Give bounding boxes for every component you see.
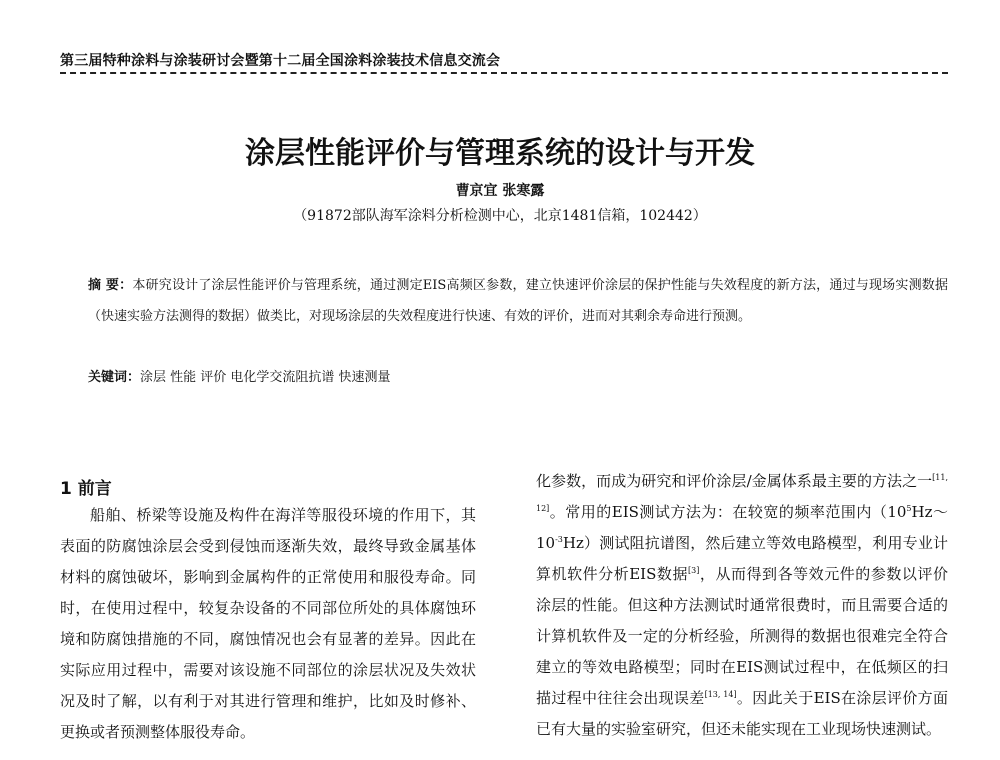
abstract bbox=[88, 270, 948, 332]
section-heading-introduction: 1 前言 bbox=[60, 479, 112, 499]
citation-ref: [13, 14] bbox=[704, 690, 737, 699]
right-text-5: ，从而得到各等效元件的参数以评价涂层的性能。但这种方法测试时通常很费时，而且需要合适的计算机软件及一定的分析经验，所测得的数据也很难完全符合建立的等效电路模型；同时在EIS测试过程中，在低频区的扫描过程中往往会出现误差 bbox=[536, 565, 948, 707]
abstract-label: 摘 要： bbox=[88, 278, 133, 293]
right-text-4: Hz）测试阻抗谱图，然后建立等效电路模型，利用专业计算机软件分析EIS数据 bbox=[536, 534, 948, 583]
abstract-text: 本研究设计了涂层性能评价与管理系统，通过测定EIS高频区参数，建立快速评价涂层的保护性能与失效程度的新方法，通过与现场实测数据（快速实验方法测得的数据）做类比，对现场涂层的失效程度进行快速、有效的评价，进而对其剩余寿命进行预测。 bbox=[88, 278, 948, 324]
running-header: 第三届特种涂料与涂装研讨会暨第十二届全国涂料涂装技术信息交流会 bbox=[60, 53, 501, 69]
citation-ref: [3] bbox=[688, 566, 700, 575]
citation-ref: [11, 12] bbox=[536, 473, 948, 513]
right-column-paragraph bbox=[536, 466, 948, 745]
right-text-3: Hz～10 bbox=[536, 503, 948, 552]
right-text-1: 化参数，而成为研究和评价涂层/金属体系最主要的方法之一 bbox=[536, 472, 933, 490]
paper-affiliation: （91872部队海军涂料分析检测中心，北京1481信箱，102442） bbox=[293, 208, 707, 224]
paper-title: 涂层性能评价与管理系统的设计与开发 bbox=[245, 136, 755, 171]
keywords-text: 涂层 性能 评价 电化学交流阻抗谱 快速测量 bbox=[140, 370, 391, 385]
right-text-6: 。因此关于EIS在涂层评价方面已有大量的实验室研究，但还未能实现在工业现场快速测试。 bbox=[536, 689, 948, 738]
keywords-label: 关键词： bbox=[88, 370, 141, 385]
exponent: -3 bbox=[555, 535, 563, 544]
paper-authors: 曹京宜 张寒露 bbox=[455, 183, 545, 199]
right-text-2: 。常用的EIS测试方法为：在较宽的频率范围内（10 bbox=[549, 503, 907, 521]
header-divider bbox=[60, 72, 948, 74]
exponent: 5 bbox=[906, 504, 912, 513]
left-column-paragraph: 船舶、桥梁等设施及构件在海洋等服役环境的作用下，其表面的防腐蚀涂层会受到侵蚀而逐渐失效，最终导致金属基体材料的腐蚀破坏，影响到金属构件的正常使用和服役寿命。同时，在使用过程中，较复杂设备的不同部位所处的具体腐蚀环境和防腐蚀措施的不同，腐蚀情况也会有显著的差异。因此在实际应用过程中，需要对该设施不同部位的涂层状况及失效状况及时了解，以有利于对其进行管理和维护，比如及时修补、更换或者预测整体服役寿命。 bbox=[60, 506, 476, 741]
keywords bbox=[88, 366, 948, 385]
